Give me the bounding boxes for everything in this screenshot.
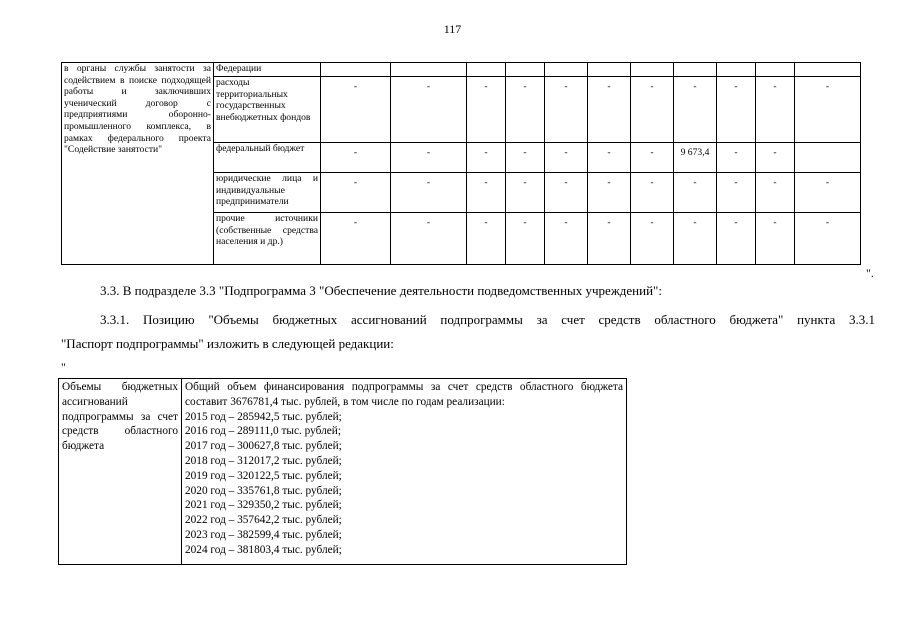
- value-cell: -: [467, 173, 506, 213]
- passport-value-cell: [182, 379, 627, 565]
- value-cell: -: [391, 213, 467, 265]
- value-cell: -: [506, 77, 545, 143]
- value-cell: -: [756, 213, 795, 265]
- value-cell: -: [321, 143, 391, 173]
- source-cell: прочие источники (собственные средства населения и др.): [214, 213, 321, 265]
- value-cell: -: [674, 77, 717, 143]
- value-cell: -: [506, 143, 545, 173]
- passport-label-cell: Объемы бюджетных ассигнований подпрограммы за счет средств областного бюджета: [59, 379, 182, 565]
- value-cell: -: [631, 213, 674, 265]
- value-cell: -: [717, 143, 756, 173]
- value-cell: 9 673,4: [674, 143, 717, 173]
- year-line: 2016 год – 289111,0 тыс. рублей;: [185, 425, 341, 438]
- value-cell: -: [631, 173, 674, 213]
- value-cell: -: [795, 213, 861, 265]
- paragraph-3-3-1-cont: "Паспорт подпрограммы" изложить в следующей редакции:: [61, 336, 394, 351]
- value-cell: -: [588, 143, 631, 173]
- value-cell: -: [717, 173, 756, 213]
- value-cell: -: [588, 77, 631, 143]
- passport-table: [58, 378, 627, 565]
- paragraph-3-3-1: 3.3.1. Позицию "Объемы бюджетных ассигнований подпрограммы за счет средств областного бюджета" пункта 3.3.1: [100, 312, 875, 327]
- value-cell: -: [795, 173, 861, 213]
- value-cell: -: [545, 143, 588, 173]
- value-cell: -: [756, 77, 795, 143]
- value-cell: -: [506, 213, 545, 265]
- closing-quote: ".: [866, 266, 874, 280]
- year-line: 2020 год – 335761,8 тыс. рублей;: [185, 484, 342, 497]
- year-line: 2018 год – 312017,2 тыс. рублей;: [185, 454, 342, 467]
- opening-quote: ": [61, 360, 66, 374]
- value-cell: -: [321, 77, 391, 143]
- year-line: 2021 год – 329350,2 тыс. рублей;: [185, 499, 342, 512]
- value-cell: -: [391, 77, 467, 143]
- source-cell: расходы территориальных государственных внебюджетных фондов: [214, 77, 321, 143]
- year-line: 2024 год – 381803,4 тыс. рублей;: [185, 543, 342, 556]
- source-cell: юридические лица и индивидуальные предприниматели: [214, 173, 321, 213]
- year-line: 2023 год – 382599,4 тыс. рублей;: [185, 528, 342, 541]
- value-cell: -: [674, 173, 717, 213]
- year-list: [185, 410, 623, 558]
- value-cell: -: [717, 213, 756, 265]
- value-cell: -: [321, 173, 391, 213]
- value-cell: -: [674, 213, 717, 265]
- value-cell: -: [588, 173, 631, 213]
- value-cell: -: [631, 77, 674, 143]
- year-line: 2022 год – 357642,2 тыс. рублей;: [185, 514, 342, 527]
- value-cell: -: [545, 213, 588, 265]
- year-line: 2019 год – 320122,5 тыс. рублей;: [185, 469, 342, 482]
- year-line: 2015 год – 285942,5 тыс. рублей;: [185, 410, 342, 423]
- value-cell: -: [506, 173, 545, 213]
- value-cell: -: [545, 173, 588, 213]
- measure-description-cell: в органы службы занятости за содействием в поиске подходящей работы и заключивших ученический договор с предприятиями оборонно-промышленного комплекса, в рамках федерального проекта "Содействие занятости": [62, 63, 214, 265]
- value-cell: -: [467, 143, 506, 173]
- value-cell: -: [545, 77, 588, 143]
- value-cell: -: [467, 77, 506, 143]
- value-cell: -: [321, 213, 391, 265]
- value-cell: -: [467, 213, 506, 265]
- value-cell: -: [391, 143, 467, 173]
- source-cell: федеральный бюджет: [214, 143, 321, 173]
- page-number: 117: [443, 22, 462, 36]
- value-cell: -: [756, 173, 795, 213]
- value-cell: -: [756, 143, 795, 173]
- year-line: 2017 год – 300627,8 тыс. рублей;: [185, 440, 342, 453]
- value-cell: -: [588, 213, 631, 265]
- paragraph-3-3: 3.3. В подразделе 3.3 "Подпрограмма 3 "Обеспечение деятельности подведомственных учреждений":: [100, 283, 662, 298]
- value-cell: -: [717, 77, 756, 143]
- value-cell: -: [631, 143, 674, 173]
- source-cell: Федерации: [214, 63, 321, 77]
- value-cell: -: [795, 77, 861, 143]
- value-cell: [795, 143, 861, 173]
- funding-table: [61, 62, 861, 265]
- value-cell: -: [391, 173, 467, 213]
- passport-intro: Общий объем финансирования подпрограммы за счет средств областного бюджета составит 3676781,4 тыс. рублей, в том числе по годам реализации:: [185, 381, 623, 408]
